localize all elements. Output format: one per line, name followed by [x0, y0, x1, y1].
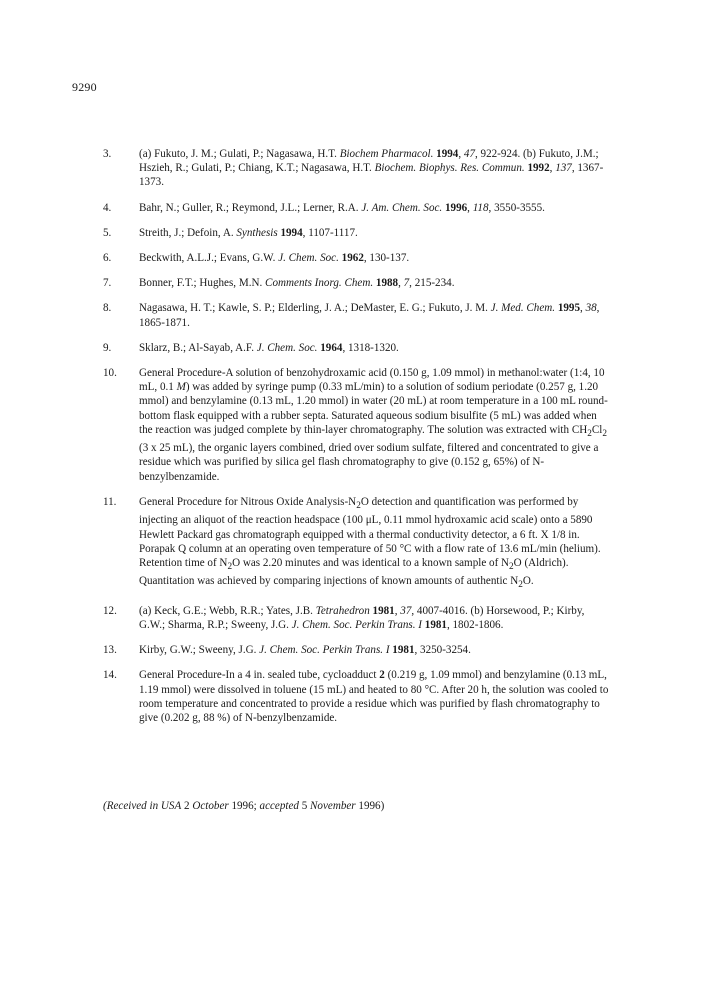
reference-text: Sklarz, B.; Al-Sayab, A.F. J. Chem. Soc. 1964, 1318-1320. [139, 341, 399, 354]
reference-text: (a) Keck, G.E.; Webb, R.R.; Yates, J.B. Tetrahedron 1981, 37, 4007-4016. (b) Horsewood, P.; Kirby, G.W.; Sharma, R.P.; Sweeny, J.G. J. Chem. Soc. Perkin Trans. I 1981, 1802-1806. [139, 604, 585, 631]
accepted-year: 1996) [355, 800, 385, 812]
received-month: October [192, 800, 229, 812]
reference-text: (a) Fukuto, J. M.; Gulati, P.; Nagasawa, H.T. Biochem Pharmacol. 1994, 47, 922-924. (b) Fukuto, J.M.; Hszieh, R.; Gulati, P.; Chiang, K.T.; Nagasawa, H.T. Biochem. Biophys. Res. Commun. 1992, 137, 1367-1373. [139, 148, 604, 189]
reference-item [0, 366, 720, 484]
reference-item [0, 341, 720, 355]
reference-number: 3. [103, 148, 112, 160]
reference-text: Nagasawa, H. T.; Kawle, S. P.; Elderling, J. A.; DeMaster, E. G.; Fukuto, J. M. J. Med. Chem. 1995, 38, 1865-1871. [139, 302, 600, 329]
reference-item [0, 643, 720, 657]
reference-item [0, 226, 720, 240]
reference-item [0, 668, 720, 725]
reference-item [0, 201, 720, 215]
reference-number: 12. [103, 604, 117, 617]
reference-number: 7. [103, 277, 112, 290]
reference-list [0, 147, 720, 736]
reference-text: General Procedure-A solution of benzohydroxamic acid (0.150 g, 1.09 mmol) in methanol:water (1:4, 10 mL, 0.1 M) was added by syringe pump (0.33 mL/min) to a solution of sodium periodate (0.257 g, 1.20 mmol) and benzylamine (0.13 mL, 1.20 mmol) in water (20 mL) at room temperature in a 100 mL round-bottom flask equipped with a rubber septa. Saturated aqueous sodium bisulfite (5 mL) was added when the reaction was judged complete by thin-layer chromatography. The solution was extracted with $CH_2Cl_2$ (3 x 25 mL), the organic layers combined, dried over sodium sulfate, filtered and concentrated to give a residue which was purified by silica gel flash chromatography to give (0.152 g, 65%) of N-benzylbenzamide. [139, 367, 608, 483]
accepted-day: 5 [298, 800, 311, 812]
reference-item [0, 604, 720, 632]
reference-text: Bahr, N.; Guller, R.; Reymond, J.L.; Lerner, R.A. J. Am. Chem. Soc. 1996, 118, 3550-3555. [139, 201, 545, 214]
reference-item [0, 147, 720, 190]
reference-text: Streith, J.; Defoin, A. Synthesis 1994, 1107-1117. [139, 226, 358, 239]
reference-number: 4. [103, 201, 112, 214]
reference-text: General Procedure for Nitrous Oxide Analysis-$N_2O$ detection and quantification was performed by injecting an aliquot of the reaction headspace (100 μL, 0.11 mmol hydroxamic acid scale) onto a 5890 Hewlett Packard gas chromatograph equipped with a thermal conductivity detector, a 6 ft. X 1/8 in. Porapak Q column at an operating oven temperature of 50 °C with a flow rate of 13.6 mL/min (helium). Retention time of $N_2O$ was 2.20 minutes and was identical to a known sample of $N_2O$ (Aldrich). Quantitation was achieved by comparing injections of known amounts of authentic $N_2O$. [139, 495, 601, 591]
received-day: 2 [181, 800, 193, 812]
reference-item [0, 495, 720, 593]
accepted-label: accepted [259, 800, 299, 812]
reference-number: 9. [103, 341, 112, 354]
reference-text: Bonner, F.T.; Hughes, M.N. Comments Inorg. Chem. 1988, 7, 215-234. [139, 277, 455, 290]
accepted-month: November [310, 800, 356, 812]
page-number: 9290 [72, 80, 97, 94]
reference-number: 13. [103, 644, 117, 657]
reference-number: 5. [103, 226, 112, 239]
reference-text: Kirby, G.W.; Sweeny, J.G. J. Chem. Soc. Perkin Trans. I 1981, 3250-3254. [139, 644, 471, 657]
reference-item [0, 276, 720, 290]
reference-item [0, 301, 720, 329]
received-year: 1996; [228, 800, 260, 812]
reference-number: 8. [103, 302, 112, 315]
received-note [103, 800, 384, 812]
reference-number: 10. [103, 367, 117, 380]
reference-number: 14. [103, 669, 117, 682]
reference-item [0, 251, 720, 265]
reference-number: 11. [103, 495, 117, 508]
reference-text: General Procedure-In a 4 in. sealed tube, cycloadduct 2 (0.219 g, 1.09 mmol) and benzylamine (0.13 mL, 1.19 mmol) were dissolved in toluene (15 mL) and heated to 80 °C. After 20 h, the solution was cooled to room temperature and concentrated to provide a residue which was purified by flash chromatography to give (0.202 g, 88 %) of N-benzylbenzamide. [139, 669, 609, 724]
reference-number: 6. [103, 252, 112, 265]
reference-text: Beckwith, A.L.J.; Evans, G.W. J. Chem. Soc. 1962, 130-137. [139, 252, 410, 265]
received-label: (Received in USA [103, 800, 182, 812]
